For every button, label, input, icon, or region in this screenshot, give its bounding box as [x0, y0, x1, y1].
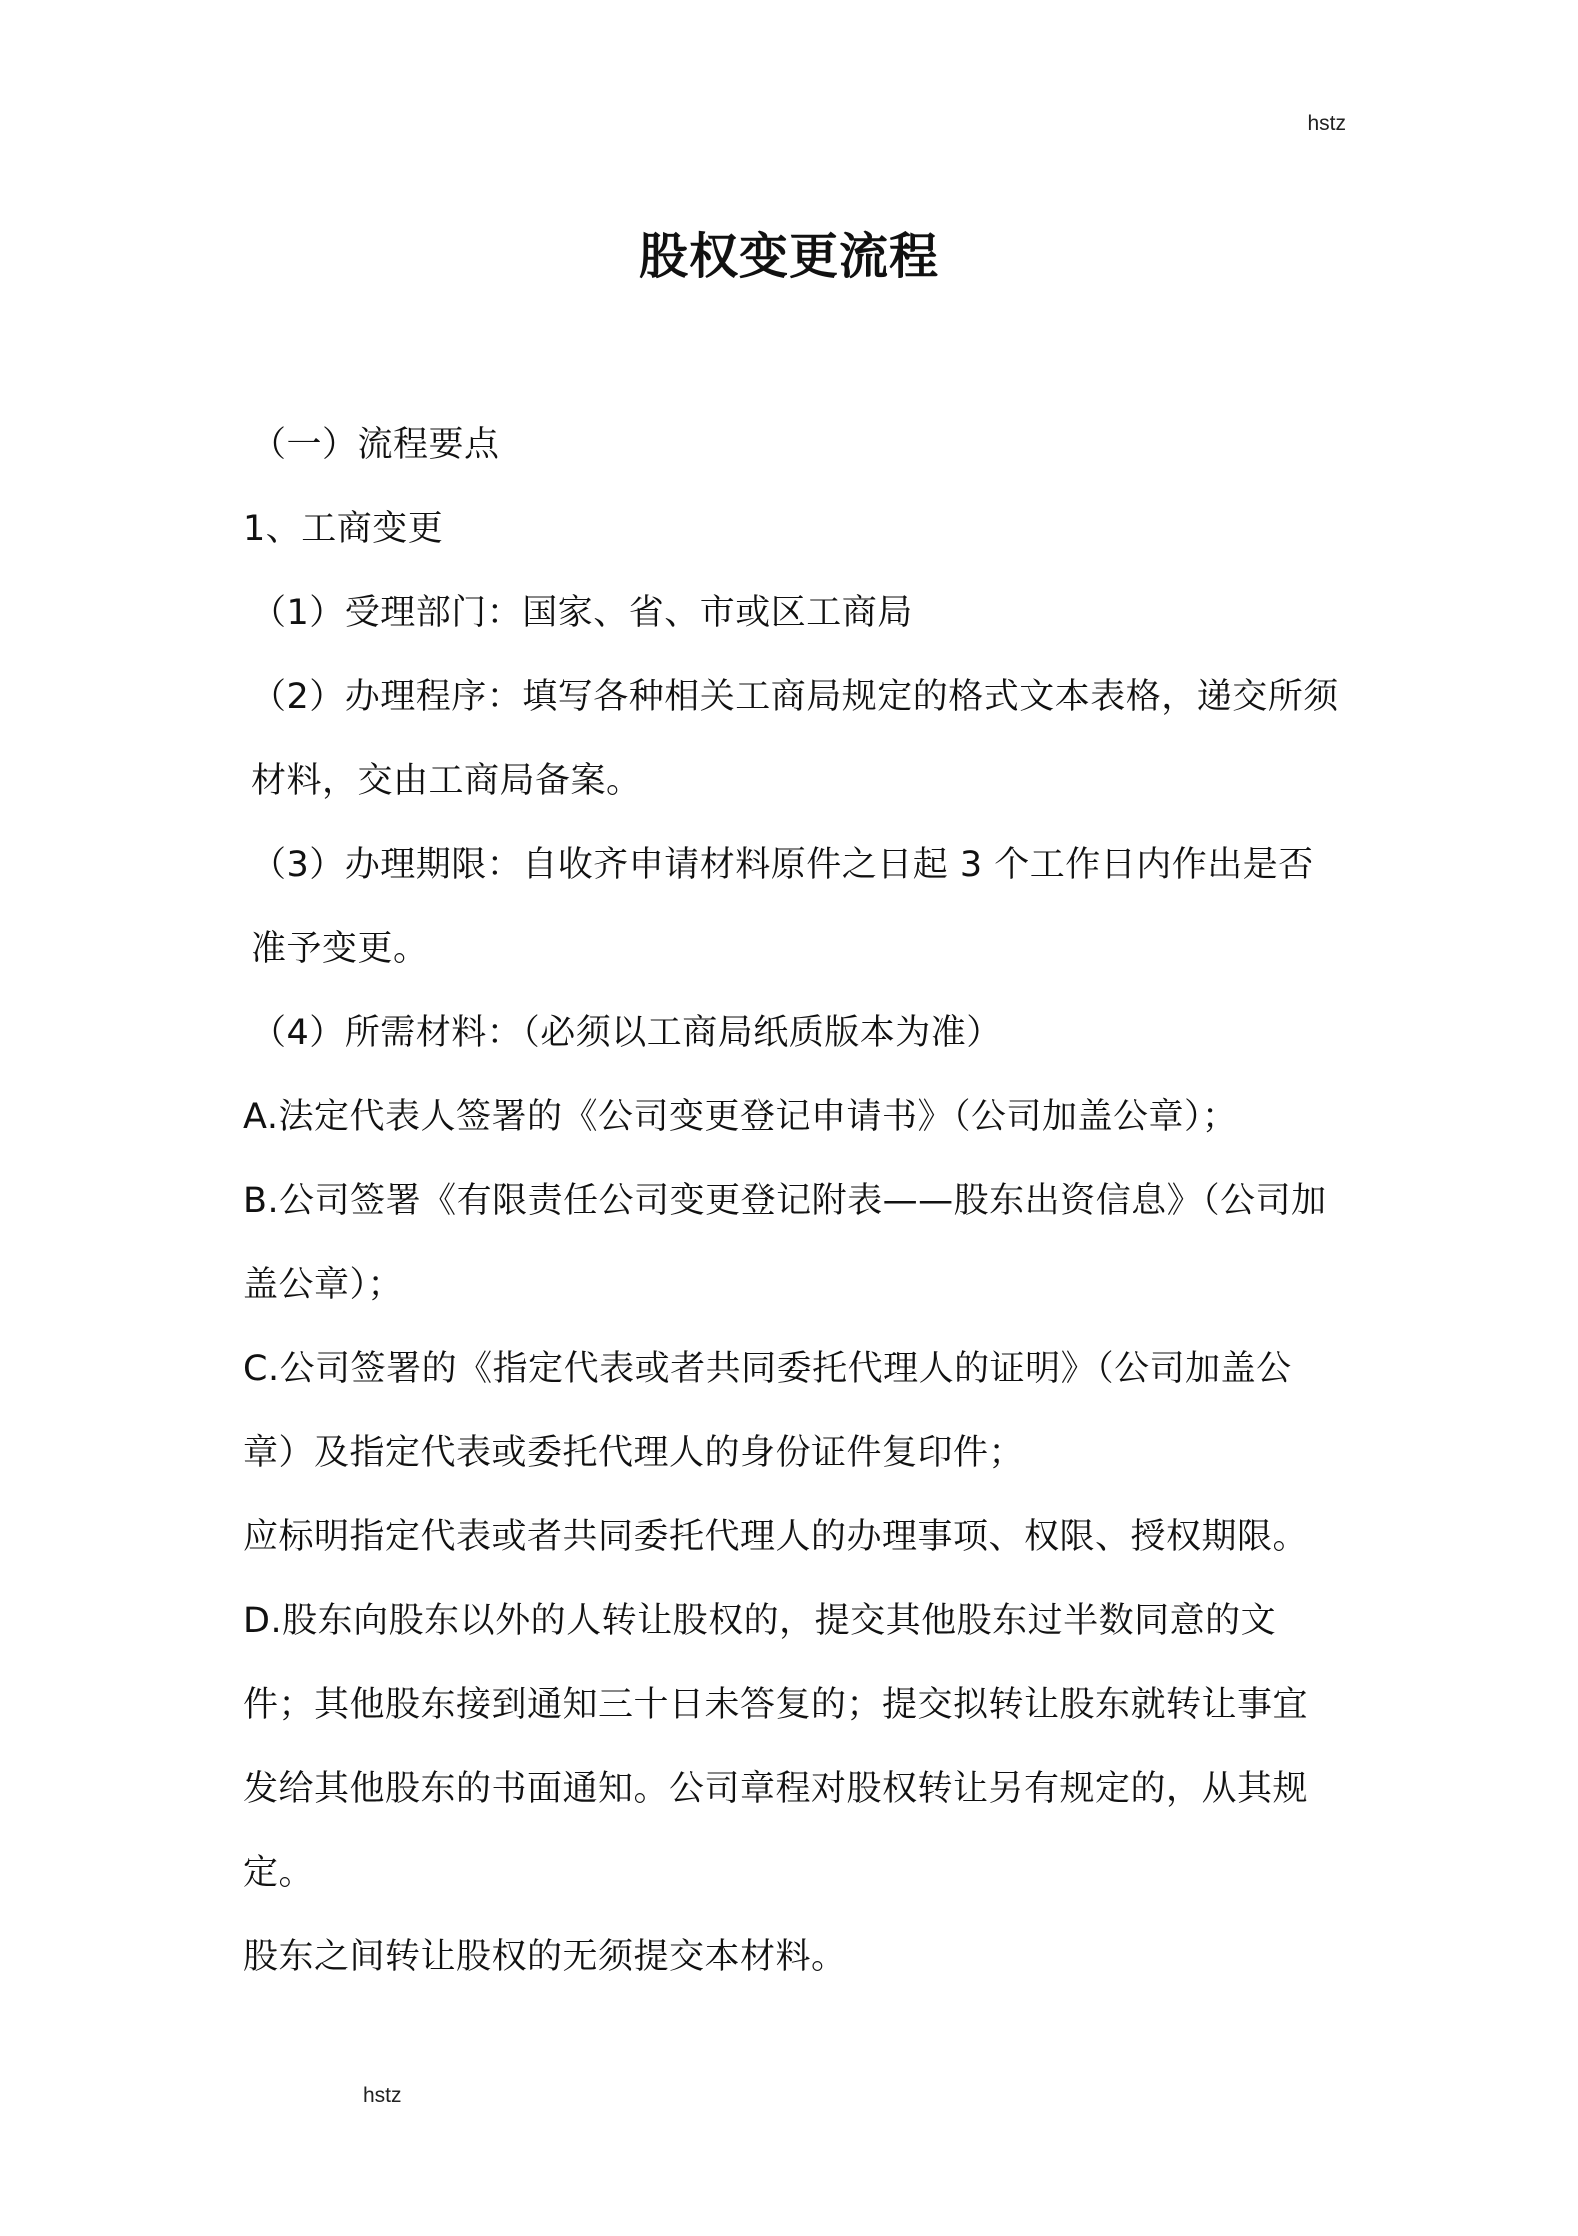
document-title: 股权变更流程 — [638, 228, 939, 285]
material-item: B.公司签署《有限责任公司变更登记附表——股东出资信息》（公司加盖公章）； — [243, 1181, 1327, 1305]
header-mark: hstz — [1307, 112, 1346, 135]
list-item: （1）受理部门：国家、省、市或区工商局 — [251, 593, 913, 633]
list-item: （2）办理程序：填写各种相关工商局规定的格式文本表格，递交所须材料，交由工商局备案。 — [251, 677, 1339, 801]
list-item: （3）办理期限：自收齐申请材料原件之日起 3 个工作日内作出是否准予变更。 — [251, 845, 1314, 969]
material-note: 应标明指定代表或者共同委托代理人的办理事项、权限、授权期限。 — [243, 1517, 1309, 1557]
document-body — [243, 403, 1343, 1999]
material-note: 股东之间转让股权的无须提交本材料。 — [243, 1937, 847, 1977]
list-item: （4）所需材料：（必须以工商局纸质版本为准） — [251, 1013, 1002, 1053]
subsection-heading: 1、工商变更 — [243, 509, 444, 549]
footer-mark: hstz — [363, 2084, 402, 2107]
material-item: C.公司签署的《指定代表或者共同委托代理人的证明》（公司加盖公章）及指定代表或委托代理人的身份证件复印件； — [243, 1349, 1292, 1473]
material-item: A.法定代表人签署的《公司变更登记申请书》（公司加盖公章）； — [243, 1097, 1238, 1137]
material-item: D.股东向股东以外的人转让股权的，提交其他股东过半数同意的文件；其他股东接到通知三十日未答复的；提交拟转让股东就转让事宜发给其他股东的书面通知。公司章程对股权转让另有规定的，从其规定。 — [243, 1601, 1309, 1893]
section-heading: （一）流程要点 — [251, 425, 500, 465]
